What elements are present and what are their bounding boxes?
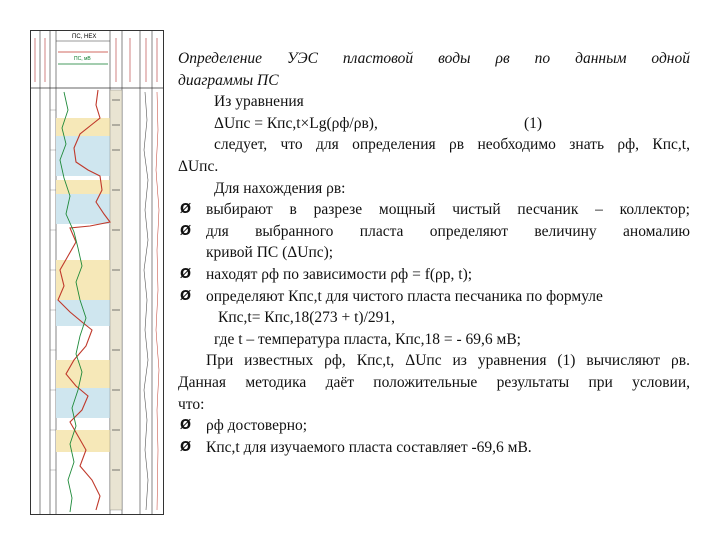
equation-line — [178, 113, 690, 135]
list-item: Ø выбирают в разрезе мощный чистый песчаник – коллектор; — [178, 199, 690, 221]
follows-text-cont: ΔUпс. — [178, 157, 219, 175]
method-text-cont: что: — [178, 395, 205, 413]
for-finding-text: Для нахождения ρв: — [214, 179, 346, 197]
list-item: Ø находят ρф по зависимости ρф = f(ρр, t); — [178, 264, 690, 286]
bullet-arrow-icon: Ø — [180, 266, 192, 282]
bullet-arrow-icon: Ø — [180, 418, 192, 434]
bullet-arrow-icon: Ø — [180, 202, 192, 218]
page-title-cont: диаграммы ПС — [178, 71, 279, 89]
log-subheader: ПС, мВ — [74, 56, 91, 62]
equation: ΔUпс = Кпс,t×Lg(ρф/ρв), — [214, 114, 378, 132]
method-text: Данная методика даёт положительные результаты при условии, — [178, 373, 690, 391]
page-title: Определение УЭС пластовой воды ρв по данным одной — [178, 50, 690, 67]
formula-line: Кпс,t= Кпс,18(273 + t)/291, — [218, 309, 396, 327]
list-item-cont: кривой ПС (ΔUпс); — [206, 244, 334, 262]
list-item: Ø для выбранного пласта определяют величину аномалию — [178, 221, 690, 243]
bullet-arrow-icon: Ø — [180, 439, 192, 455]
list-item: Ø ρф достоверно; — [178, 415, 690, 437]
well-log-figure — [30, 30, 164, 515]
bullet-arrow-icon: Ø — [180, 223, 192, 239]
log-header: ПС, НЕХ — [72, 34, 97, 40]
known-text: При известных ρф, Кпс,t, ΔUпс из уравнения (1) вычисляют ρв. — [206, 352, 690, 370]
where-text: где t – температура пласта, Кпс,18 = - 69,6 мВ; — [214, 330, 521, 348]
list-item: Ø Кпс,t для изучаемого пласта составляет -69,6 мВ. — [178, 437, 690, 459]
follows-text: следует, что для определения ρв необходимо знать ρф, Кпс,t, — [214, 136, 690, 154]
equation-number: (1) — [524, 114, 543, 132]
text-body — [178, 48, 690, 458]
list-item: Ø определяют Кпс,t для чистого пласта песчаника по формуле — [178, 286, 690, 308]
bullet-arrow-icon: Ø — [180, 288, 192, 304]
from-equation-text: Из уравнения — [214, 93, 304, 111]
